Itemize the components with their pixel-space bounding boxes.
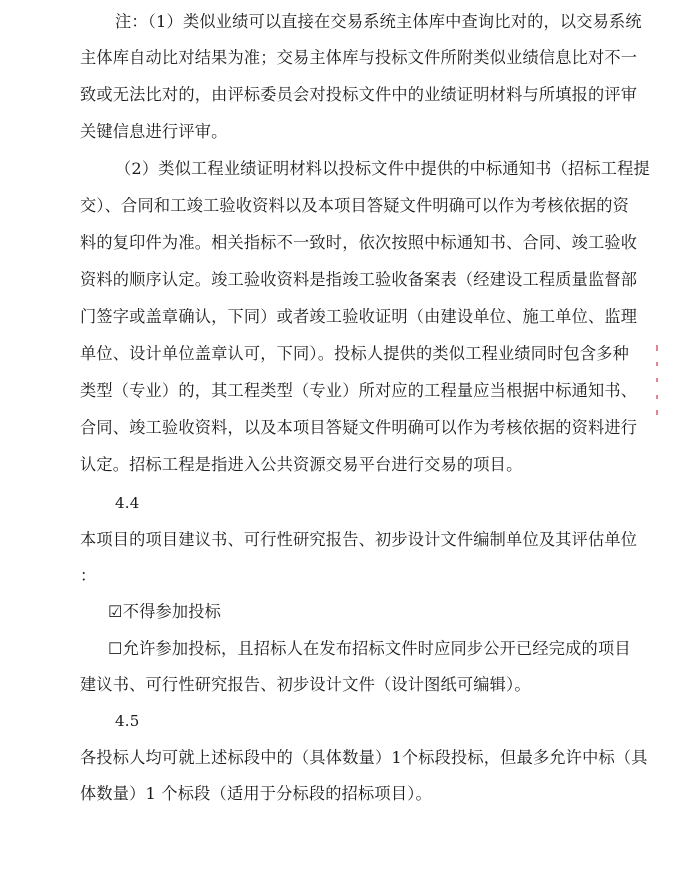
note-line: 单位、设计单位盖章认可，下同）。投标人提供的类似工程业绩同时包含多种 xyxy=(80,344,630,363)
section-4-4-question: ： xyxy=(80,566,97,585)
note-line: （2）类似工程业绩证明材料以投标文件中提供的中标通知书（招标工程提 xyxy=(115,159,650,178)
scan-mark xyxy=(656,410,658,415)
note-line: 交）、合同和工竣工验收资料以及本项目答疑文件明确可以作为考核依据的资 xyxy=(80,196,630,215)
note-line: 关键信息进行评审。 xyxy=(80,122,228,141)
scan-mark xyxy=(656,345,658,351)
note-line: 主体库自动比对结果为准；交易主体库与投标文件所附类似业绩信息比对不一 xyxy=(80,48,638,67)
note-line: 致或无法比对的，由评标委员会对投标文件中的业绩证明材料与所填报的评审 xyxy=(80,85,638,104)
section-4-5-text: 各投标人均可就上述标段中的（具体数量）1个标段投标，但最多允许中标（具 xyxy=(80,748,648,767)
note-line: 合同、竣工验收资料，以及本项目答疑文件明确可以作为考核依据的资料进行 xyxy=(80,418,638,437)
note-line: 认定。招标工程是指进入公共资源交易平台进行交易的项目。 xyxy=(80,455,523,474)
note-line: 门签字或盖章确认，下同）或者竣工验收证明（由建设单位、施工单位、监理 xyxy=(80,307,638,326)
section-number-4-4: 4.4 xyxy=(115,494,140,512)
option-allowed: ☐允许参加投标，且招标人在发布招标文件时应同步公开已经完成的项目 xyxy=(108,639,631,658)
section-number-4-5: 4.5 xyxy=(115,712,140,730)
scan-mark xyxy=(656,362,658,366)
scan-mark xyxy=(656,378,658,382)
section-4-4-question: 本项目的项目建议书、可行性研究报告、初步设计文件编制单位及其评估单位 xyxy=(80,530,638,549)
scan-mark xyxy=(656,395,658,399)
note-line: 料的复印件为准。相关指标不一致时，依次按照中标通知书、合同、竣工验收 xyxy=(80,233,638,252)
option-allowed-continued: 建议书、可行性研究报告、初步设计文件（设计图纸可编辑）。 xyxy=(80,675,531,694)
section-4-5-text: 体数量）1 个标段（适用于分标段的招标项目）。 xyxy=(80,784,432,803)
note-line: 注：（1）类似业绩可以直接在交易系统主体库中查询比对的，以交易系统 xyxy=(115,12,642,31)
option-not-allowed: ☑不得参加投标 xyxy=(108,602,222,621)
note-line: 类型（专业）的，其工程类型（专业）所对应的工程量应当根据中标通知书、 xyxy=(80,381,638,400)
note-line: 资料的顺序认定。竣工验收资料是指竣工验收备案表（经建设工程质量监督部 xyxy=(80,270,638,289)
